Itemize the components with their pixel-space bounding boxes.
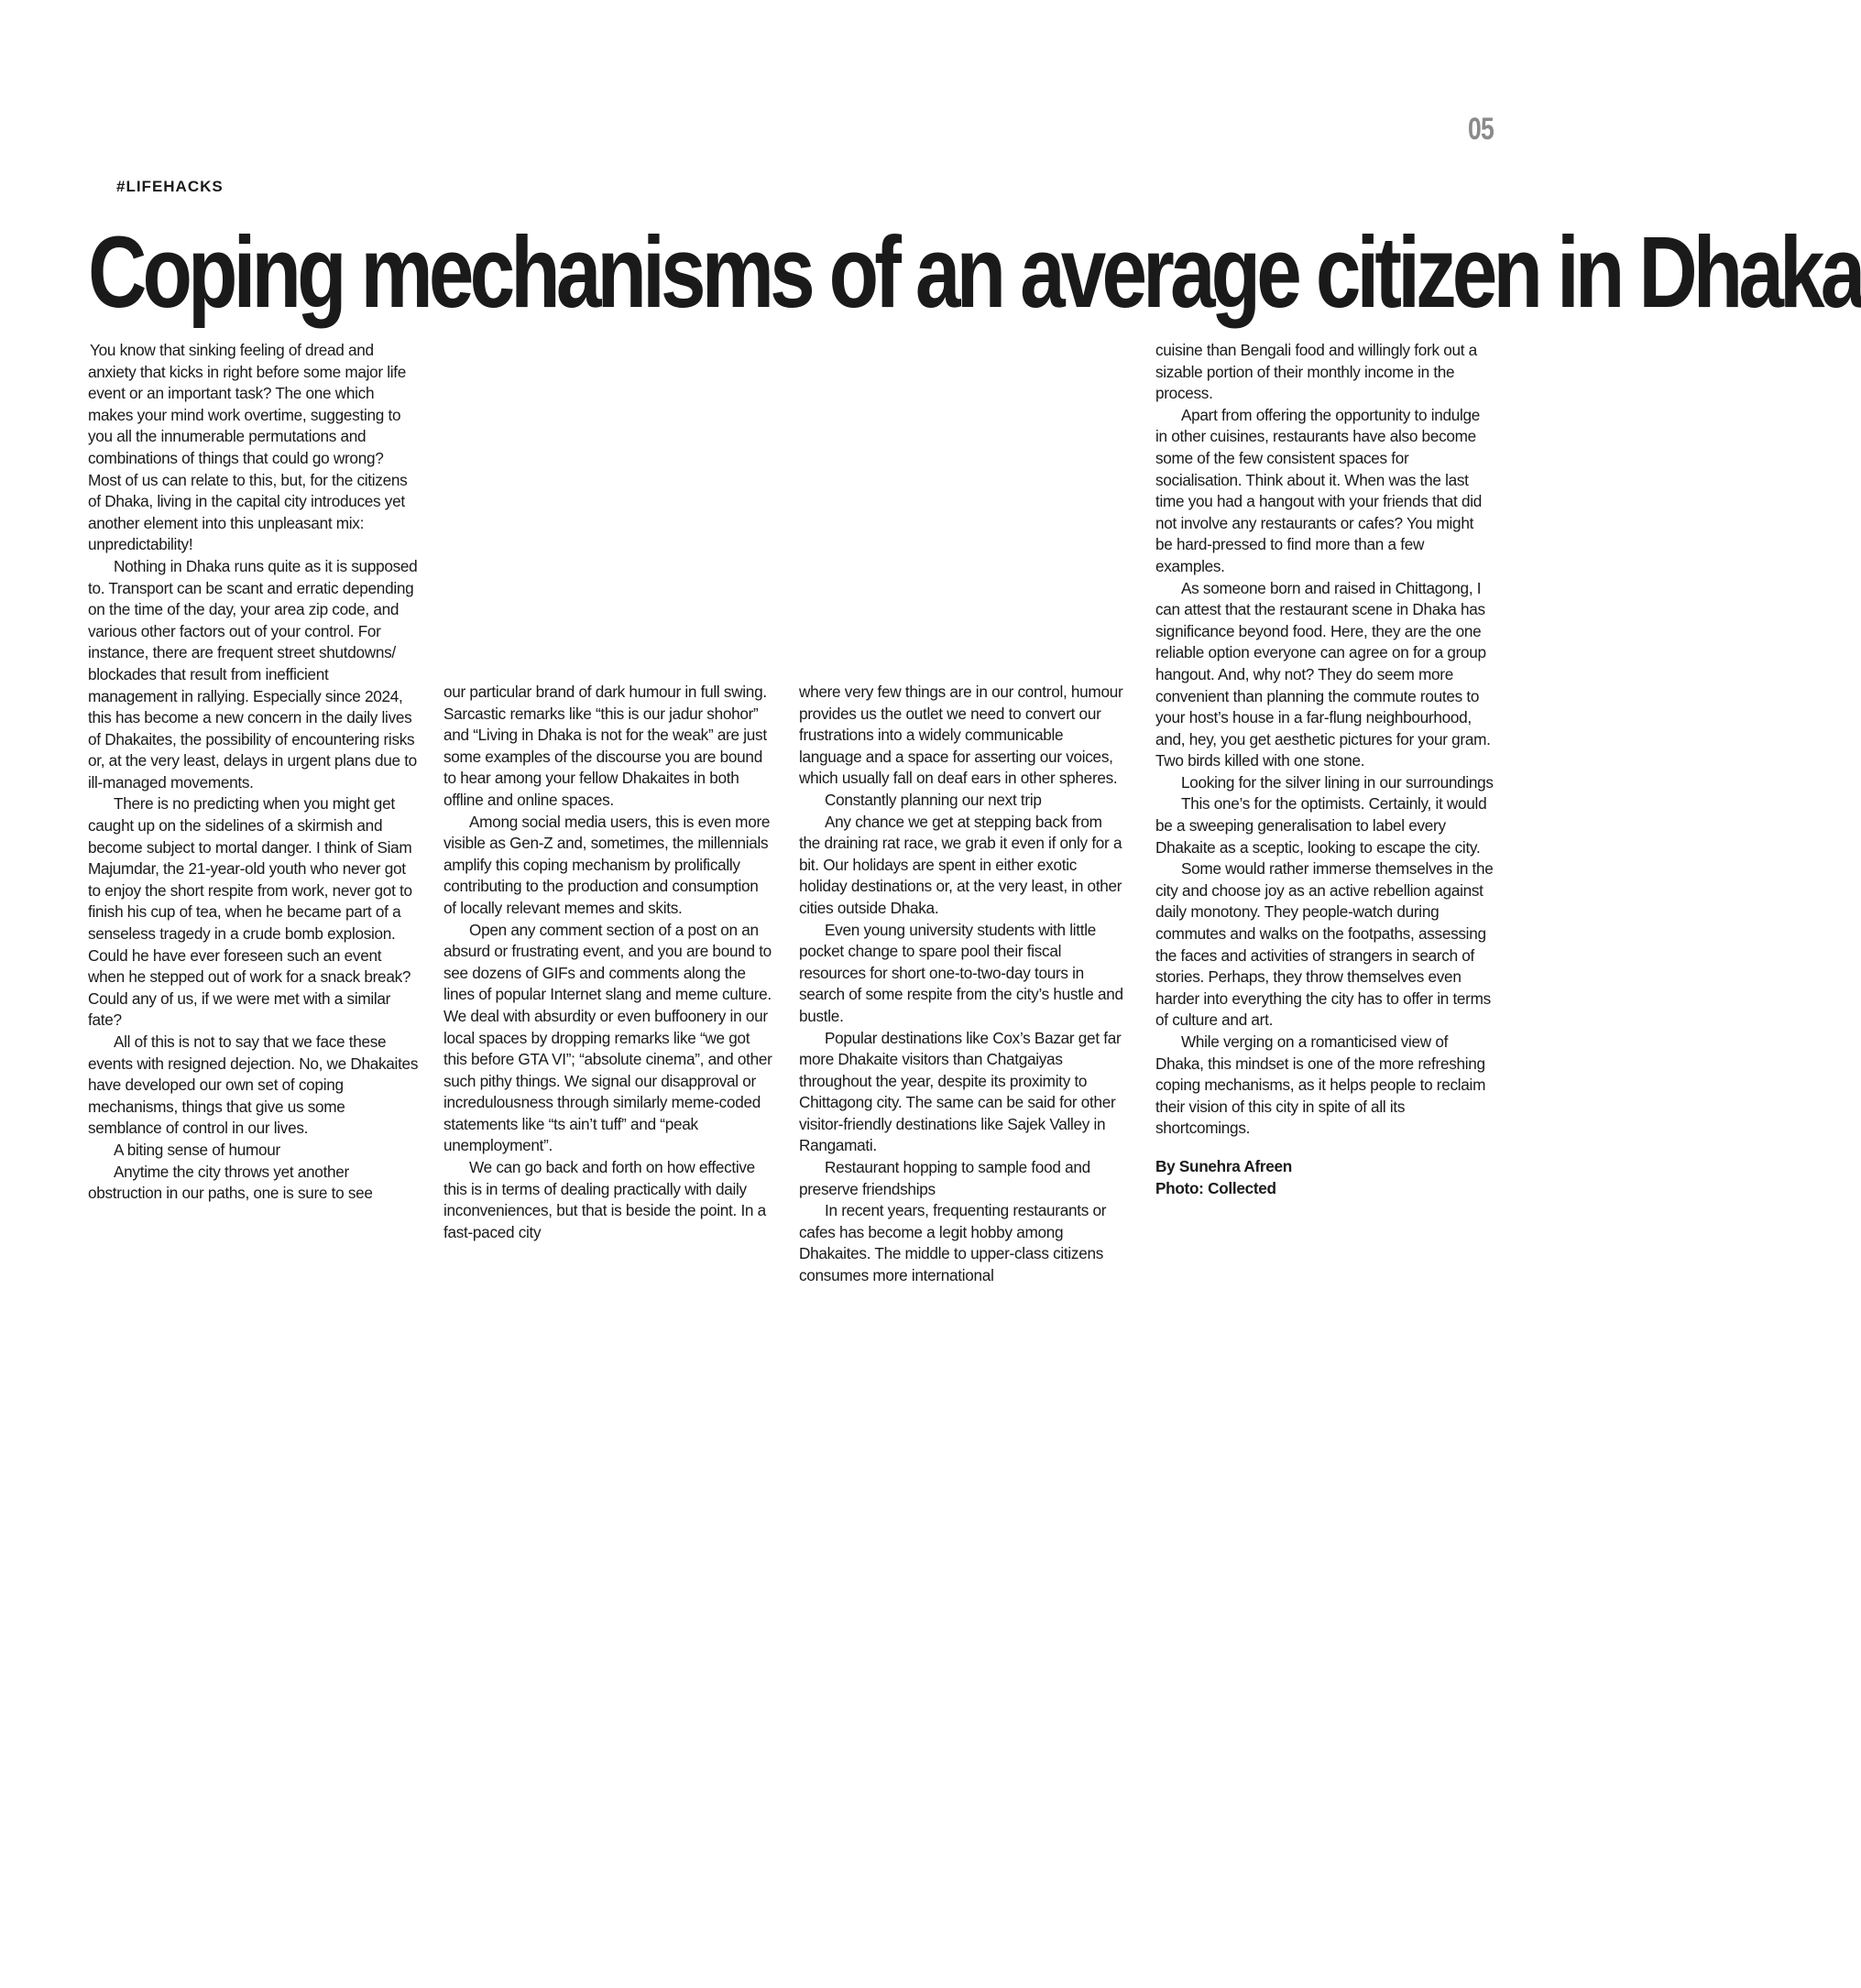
paragraph: Nothing in Dhaka runs quite as it is supposed to. Transport can be scant and erratic depending on the time of the day, your area zip code, and various other factors out of your control. For instance, there are frequent street shutdowns/ blockades that result from inefficient management in rallying. Especially since 2024, this has become a new concern in the daily lives of Dhakaites, the possibility of encountering risks or, at the very least, delays in urgent plans due to ill-managed movements. <box>88 556 418 792</box>
photo-credit: Photo: Collected <box>1155 1178 1276 1197</box>
paragraph: where very few things are in our control, humour provides us the outlet we need to convert our frustrations into a widely communicable language and a space for asserting our voices, which usually fall on deaf ears in other spheres. <box>799 683 1123 788</box>
paragraph: You know that sinking feeling of dread and anxiety that kicks in right before some major life event or an important task? The one which makes your mind work overtime, suggesting to you all the innumerable permutations and combinations of things that could go wrong? Most of us can relate to this, but, for the citizens of Dhaka, living in the capital city introduces yet another element into this unpleasant mix: unpredictability! <box>88 341 408 554</box>
headline: Coping mechanisms of an average citizen in Dhaka <box>88 216 1861 329</box>
paragraph: Popular destinations like Cox’s Bazar get far more Dhakaite visitors than Chatgaiyas throughout the year, despite its proximity to Chittagong city. The same can be said for other visitor-friendly destinations like Sajek Valley in Rangamati. <box>799 1028 1122 1155</box>
paragraph: All of this is not to say that we face these events with resigned dejection. No, we Dhakaites have developed our own set of coping mechanisms, things that give us some semblance of control in our lives. <box>88 1032 419 1138</box>
paragraph: This one’s for the optimists. Certainly, it would be a sweeping generalisation to label every Dhakaite as a sceptic, looking to escape the city. <box>1155 794 1487 857</box>
article-column-3 <box>799 682 1125 1287</box>
subheading: A biting sense of humour <box>114 1140 280 1159</box>
paragraph: While verging on a romanticised view of Dhaka, this mindset is one of the more refreshing coping mechanisms, as it helps people to reclaim their vision of this city in spite of all its shortcomings. <box>1155 1032 1486 1138</box>
paragraph: As someone born and raised in Chittagong, I can attest that the restaurant scene in Dhaka has significance beyond food. Here, they are the one reliable option everyone can agree on for a group hangout. And, why not? They do seem more convenient than planning the commute routes to your host’s house in a far-flung neighbourhood, and, hey, you get aesthetic pictures for your gram. Two birds killed with one stone. <box>1155 578 1491 770</box>
paragraph: Apart from offering the opportunity to indulge in other cuisines, restaurants have also become some of the few consistent spaces for socialisation. Think about it. When was the last time you had a hangout with your friends that did not involve any restaurants or cafes? You might be hard-pressed to find more than a few examples. <box>1155 405 1483 575</box>
author-credit: By Sunehra Afreen <box>1155 1156 1292 1175</box>
paragraph: Even young university students with little pocket change to spare pool their fiscal resources for short one-to-two-day tours in search of some respite from the city’s hustle and bustle. <box>799 920 1123 1025</box>
paragraph: Anytime the city throws yet another obstruction in our paths, one is sure to see <box>88 1162 373 1203</box>
paragraph: In recent years, frequenting restaurants or cafes has become a legit hobby among Dhakaites. The middle to upper-class citizens consumes more international <box>799 1201 1107 1285</box>
article-column-1 <box>88 340 420 1205</box>
section-tag: #LIFEHACKS <box>116 178 224 195</box>
subheading: Constantly planning our next trip <box>825 790 1042 809</box>
paragraph: cuisine than Bengali food and willingly fork out a sizable portion of their monthly income in the process. <box>1155 341 1477 403</box>
paragraph: There is no predicting when you might get caught up on the sidelines of a skirmish and become subject to mortal danger. I think of Siam Majumdar, the 21-year-old youth who never got to enjoy the short respite from work, never got to finish his cup of tea, when he became part of a senseless tragedy in a crude bomb explosion. Could he have ever foreseen such an event when he stepped out of work for a snack break? Could any of us, if we were met with a similar fate? <box>88 794 412 1030</box>
article-column-4 <box>1155 340 1494 1199</box>
byline <box>1155 1156 1494 1199</box>
paragraph: Among social media users, this is even more visible as Gen-Z and, sometimes, the millennials amplify this coping mechanism by prolifically contributing to the production and consumption of locally relevant memes and skits. <box>443 812 771 917</box>
subheading: Looking for the silver lining in our surroundings <box>1181 772 1494 792</box>
paragraph: Some would rather immerse themselves in the city and choose joy as an active rebellion against daily monotony. They people-watch during commutes and walks on the footpaths, assessing the faces and activities of strangers in search of stories. Perhaps, they throw themselves even harder into everything the city has to offer in terms of culture and art. <box>1155 859 1494 1030</box>
article-column-2 <box>443 682 773 1243</box>
paragraph: our particular brand of dark humour in full swing. Sarcastic remarks like “this is our jadur shohor” and “Living in Dhaka is not for the weak” are just some examples of the discourse you are bound to hear among your fellow Dhakaites in both offline and online spaces. <box>443 683 767 809</box>
paragraph: Open any comment section of a post on an absurd or frustrating event, and you are bound to see dozens of GIFs and comments along the lines of popular Internet slang and meme culture. We deal with absurdity or even buffoonery in our local spaces by dropping remarks like “we got this before GTA VI”; “absolute cinema”, and other such pithy things. We signal our disapproval or incredulousness through similarly meme-coded statements like “ts ain’t tuff” and “peak unemployment”. <box>443 920 772 1155</box>
paragraph: Any chance we get at stepping back from the draining rat race, we grab it even if only for a bit. Our holidays are spent in either exotic holiday destinations or, at the very least, in other cities outside Dhaka. <box>799 812 1122 917</box>
subheading: Restaurant hopping to sample food and preserve friendships <box>799 1158 1090 1198</box>
page-number: 05 <box>1468 112 1494 147</box>
paragraph: We can go back and forth on how effective this is in terms of dealing practically with daily inconveniences, but that is beside the point. In a fast-paced city <box>443 1158 766 1241</box>
